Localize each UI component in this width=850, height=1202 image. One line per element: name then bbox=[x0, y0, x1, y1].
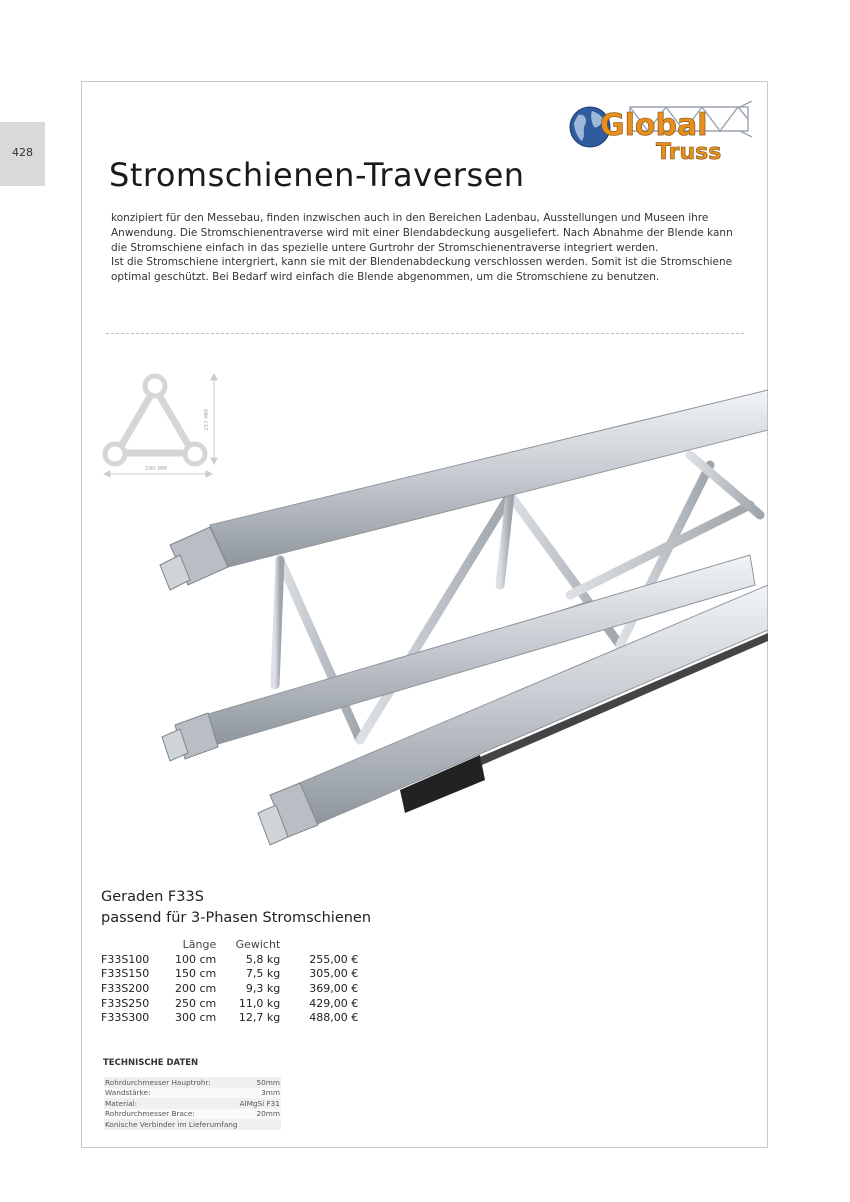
intro-text bbox=[111, 211, 751, 285]
tech-value: 50mm bbox=[256, 1077, 280, 1087]
tech-label: Wandstärke: bbox=[104, 1088, 239, 1099]
tech-label: Konische Verbinder im Lieferumfang bbox=[105, 1119, 238, 1129]
global-truss-logo bbox=[568, 101, 752, 165]
logo-text-global: Global bbox=[600, 108, 708, 143]
product-title-line-2: passend für 3-Phasen Stromschienen bbox=[101, 910, 372, 926]
row-model: F33S200 bbox=[101, 981, 150, 995]
tech-value: 3mm bbox=[239, 1088, 281, 1099]
row-model: F33S300 bbox=[101, 1011, 150, 1025]
row-model: F33S150 bbox=[101, 967, 150, 981]
row-length: 200 cm bbox=[175, 981, 217, 995]
tech-label: Material: bbox=[105, 1098, 138, 1108]
tech-row bbox=[104, 1119, 281, 1130]
row-price: 305,00 € bbox=[309, 967, 359, 981]
page-title: Stromschienen-Traversen bbox=[109, 156, 525, 194]
intro-paragraph-1: konzipiert für den Messebau, finden inzwischen auch in den Bereichen Ladenbau, Ausstellungen und Museen ihre Anwendung. Die Stromschienentraverse wird mit einer Blendabdeckung ausgeliefert. Nach Abnahme der Blende kann die Stromschiene einfach in das spezielle untere Gurtrohr der Stromschienentraverse integriert werden. bbox=[111, 212, 733, 254]
tech-value: AlMgSi F31 bbox=[239, 1098, 280, 1108]
row-model: F33S100 bbox=[101, 952, 150, 966]
row-weight: 7,5 kg bbox=[245, 967, 281, 981]
row-length: 100 cm bbox=[175, 952, 217, 966]
row-weight: 12,7 kg bbox=[238, 1011, 281, 1025]
table-row bbox=[101, 981, 358, 996]
header-weight: Gewicht bbox=[235, 937, 281, 951]
truss-product-photo bbox=[150, 385, 768, 865]
diagram-width-label: 290 MM bbox=[145, 466, 167, 472]
row-length: 300 cm bbox=[175, 1011, 217, 1025]
tech-row bbox=[104, 1109, 281, 1120]
row-model: F33S250 bbox=[101, 996, 150, 1010]
tech-label: Rohrdurchmesser Hauptrohr: bbox=[105, 1077, 211, 1087]
tech-value bbox=[239, 1119, 281, 1130]
price-table bbox=[101, 937, 358, 1025]
diagram-height-label: 257 MM bbox=[204, 409, 210, 431]
tech-row bbox=[104, 1077, 281, 1088]
row-weight: 11,0 kg bbox=[238, 996, 281, 1010]
tech-value: 20mm bbox=[239, 1109, 281, 1120]
header-model bbox=[101, 937, 175, 952]
tech-row bbox=[104, 1088, 281, 1099]
table-row bbox=[101, 966, 358, 981]
tech-data-title: TECHNISCHE DATEN bbox=[103, 1058, 199, 1068]
row-price: 369,00 € bbox=[309, 981, 359, 995]
product-title bbox=[101, 887, 371, 929]
table-row bbox=[101, 1010, 358, 1025]
intro-paragraph-2: Ist die Stromschiene intergriert, kann sie mit der Blendenabdeckung verschlossen werden. Somit ist die Stromschiene optimal geschützt. Bei Bedarf wird einfach die Blende abgenommen, um die Stromschiene zu benutzen. bbox=[111, 256, 733, 284]
row-price: 488,00 € bbox=[309, 1011, 359, 1025]
section-divider bbox=[106, 333, 744, 334]
table-row bbox=[101, 996, 358, 1011]
row-weight: 9,3 kg bbox=[245, 981, 281, 995]
row-price: 255,00 € bbox=[309, 952, 359, 966]
header-price bbox=[280, 937, 358, 952]
row-weight: 5,8 kg bbox=[245, 952, 281, 966]
row-length: 250 cm bbox=[175, 996, 217, 1010]
product-title-line-1: Geraden F33S bbox=[101, 889, 204, 905]
row-length: 150 cm bbox=[175, 967, 217, 981]
truss-connectors bbox=[160, 527, 318, 845]
tech-row bbox=[104, 1098, 281, 1109]
row-price: 429,00 € bbox=[309, 996, 359, 1010]
page-number: 428 bbox=[12, 146, 33, 159]
header-length: Länge bbox=[182, 937, 217, 951]
tech-label: Rohrdurchmesser Brace: bbox=[104, 1109, 239, 1120]
tech-data-table bbox=[104, 1077, 281, 1130]
price-table-header bbox=[101, 937, 358, 952]
logo-text-truss: Truss bbox=[656, 140, 722, 165]
table-row bbox=[101, 952, 358, 967]
